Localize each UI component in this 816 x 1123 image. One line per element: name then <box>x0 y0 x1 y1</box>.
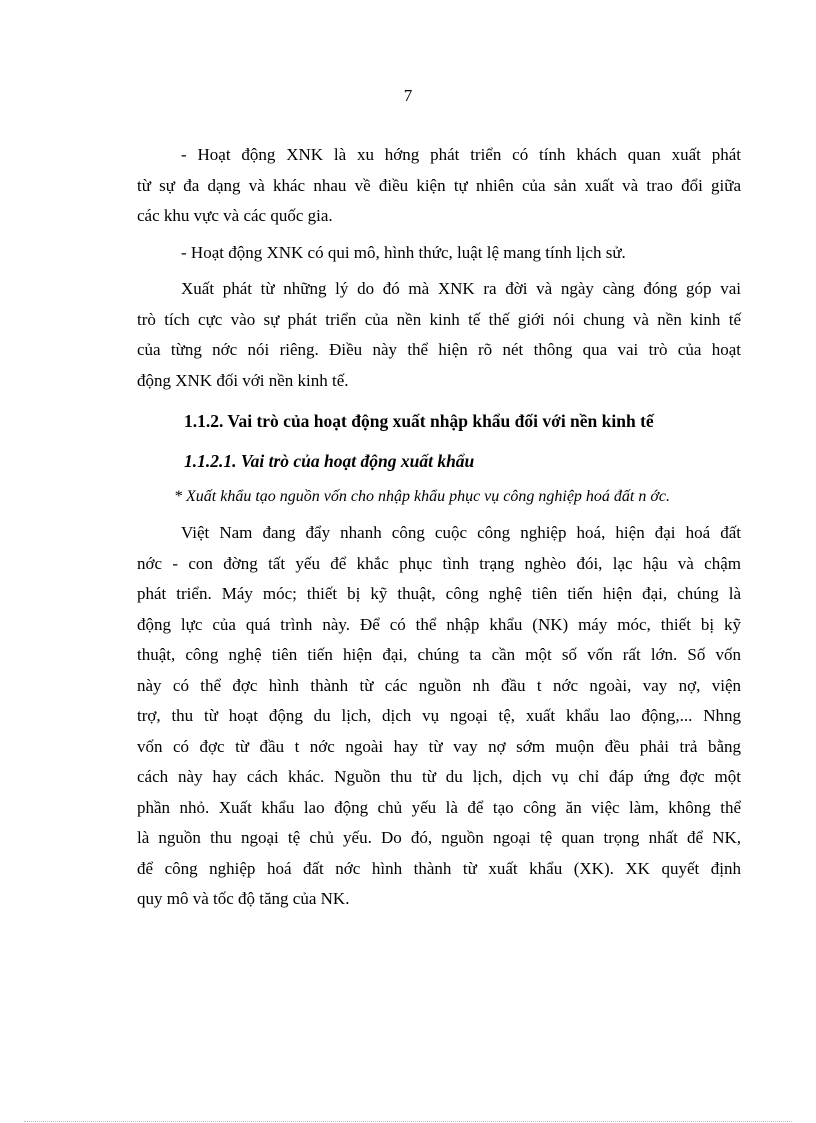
paragraph-line: động lực của quá trình này. Để có thể nhập khẩu (NK) máy móc, thiết bị kỹ <box>137 614 741 634</box>
page-bottom-rule <box>24 1121 792 1122</box>
paragraph-xnk-trend <box>137 140 741 232</box>
paragraph-line: vốn có đợc từ đầu t nớc ngoài hay từ vay nợ sớm muộn đều phải trả bằng <box>137 736 741 756</box>
paragraph-line: phần nhỏ. Xuất khẩu lao động chủ yếu là để tạo công ăn việc làm, không thể <box>137 797 741 817</box>
paragraph-line: này có thể đợc hình thành từ các nguồn nh đầu t nớc ngoài, vay nợ, viện <box>137 675 741 695</box>
paragraph-xnk-scale <box>137 238 741 269</box>
paragraph-line: từ sự đa dạng và khác nhau về điều kiện tự nhiên của sản xuất và trao đổi giữa <box>137 175 741 195</box>
paragraph-vietnam-industrialization <box>137 518 741 915</box>
paragraph-line: quy mô và tốc độ tăng của NK. <box>137 889 350 908</box>
paragraph-line: của từng nớc nói riêng. Điều này thể hiện rõ nét thông qua vai trò của hoạt <box>137 340 741 359</box>
paragraph-line: để công nghiệp hoá đất nớc hình thành từ xuất khẩu (XK). XK quyết định <box>137 858 741 878</box>
paragraph-xnk-origin <box>137 274 741 396</box>
paragraph-line: phát triển. Máy móc; thiết bị kỹ thuật, công nghệ tiên tiến hiện đại, chúng là <box>137 584 741 603</box>
page-content <box>137 140 741 921</box>
paragraph-line: Xuất phát từ những lý do đó mà XNK ra đời và ngày càng đóng góp vai <box>181 279 741 298</box>
paragraph-line: - Hoạt động XNK có qui mô, hình thức, luật lệ mang tính lịch sử. <box>181 242 626 262</box>
paragraph-line: trò tích cực vào sự phát triển của nền kinh tế thế giới nói chung và nền kinh tế <box>137 309 741 329</box>
italic-note-export-capital: * Xuất khẩu tạo nguồn vốn cho nhập khẩu phục vụ công nghiệp hoá đất n ớc. <box>174 488 671 505</box>
paragraph-line: trợ, thu từ hoạt động du lịch, dịch vụ ngoại tệ, xuất khẩu lao động,... Nhng <box>137 706 741 725</box>
paragraph-line: - Hoạt động XNK là xu hớng phát triển có tính khách quan xuất phát <box>181 145 741 164</box>
paragraph-line: động XNK đối với nền kinh tế. <box>137 370 349 390</box>
paragraph-line: cách này hay cách khác. Nguồn thu từ du lịch, dịch vụ chỉ đáp ứng đợc một <box>137 767 741 786</box>
paragraph-line: nớc - con đờng tất yếu để khắc phục tình trạng nghèo đói, lạc hậu và chậm <box>137 553 741 573</box>
subsection-heading-1-1-2-1: 1.1.2.1. Vai trò của hoạt động xuất khẩu <box>184 451 475 471</box>
paragraph-line: các khu vực và các quốc gia. <box>137 206 333 225</box>
paragraph-line: là nguồn thu ngoại tệ chủ yếu. Do đó, nguồn ngoại tệ quan trọng nhất để NK, <box>137 828 741 847</box>
page-number: 7 <box>403 86 413 105</box>
paragraph-line: thuật, công nghệ tiên tiến hiện đại, chúng ta cần một số vốn rất lớn. Số vốn <box>137 645 741 664</box>
section-heading-1-1-2: 1.1.2. Vai trò của hoạt động xuất nhập khẩu đối với nền kinh tế <box>184 411 654 431</box>
paragraph-line: Việt Nam đang đẩy nhanh công cuộc công nghiệp hoá, hiện đại hoá đất <box>181 523 741 542</box>
